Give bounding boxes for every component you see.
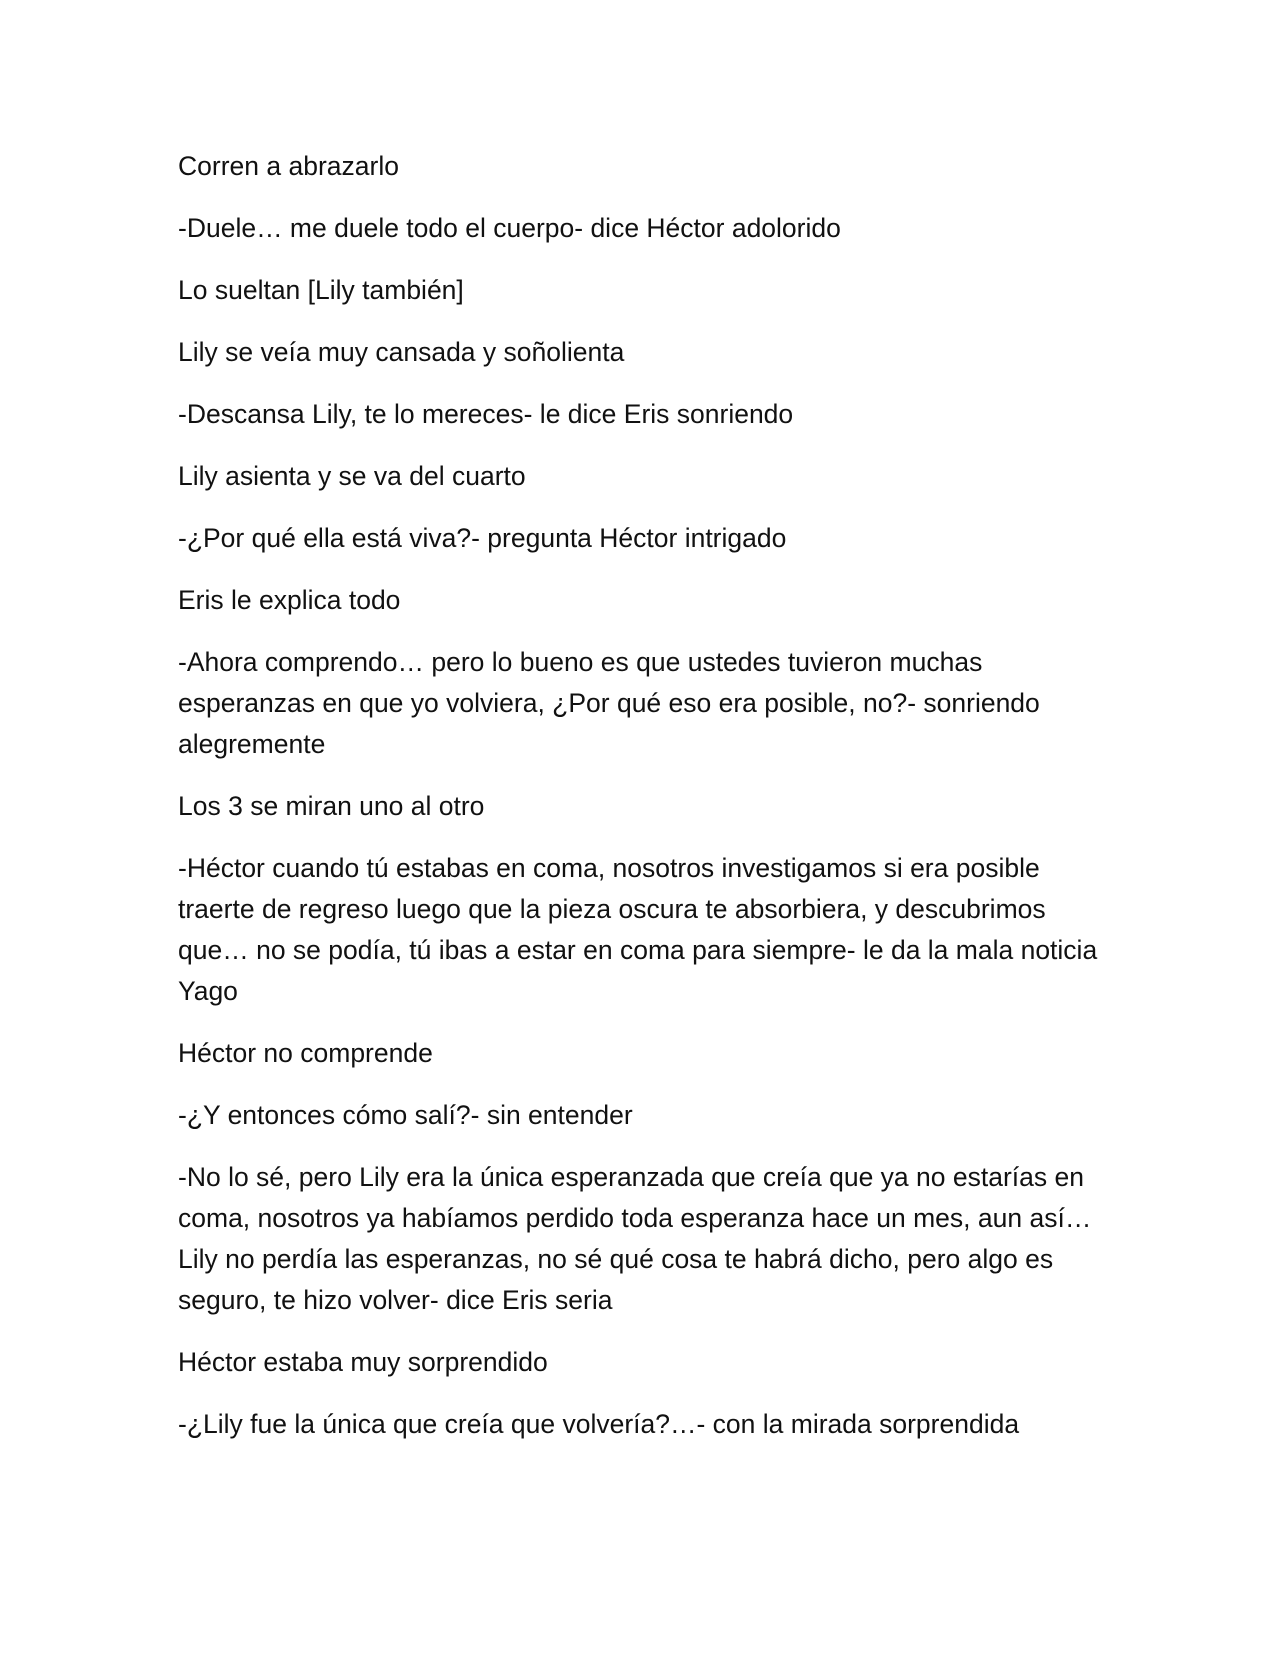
paragraph: Corren a abrazarlo bbox=[178, 151, 399, 181]
paragraph: -¿Y entonces cómo salí?- sin entender bbox=[178, 1100, 633, 1130]
paragraph: Héctor no comprende bbox=[178, 1038, 433, 1068]
paragraph: Lo sueltan [Lily también] bbox=[178, 275, 464, 305]
paragraph: -¿Por qué ella está viva?- pregunta Héctor intrigado bbox=[178, 523, 787, 553]
paragraph: Héctor estaba muy sorprendido bbox=[178, 1347, 548, 1377]
paragraph: -No lo sé, pero Lily era la única esperanzada que creía que ya no estarías en coma, nosotros ya habíamos perdido toda esperanza hace un mes, aun así… Lily no perdía las esperanzas, no sé qué cosa te habrá dicho, pero algo es seguro, te hizo volver- dice Eris seria bbox=[178, 1162, 1092, 1315]
paragraph: -Héctor cuando tú estabas en coma, nosotros investigamos si era posible traerte de regreso luego que la pieza oscura te absorbiera, y descubrimos que… no se podía, tú ibas a estar en coma para siempre- le da la mala noticia Yago bbox=[178, 853, 1098, 1006]
paragraph: Los 3 se miran uno al otro bbox=[178, 791, 485, 821]
paragraph: -Duele… me duele todo el cuerpo- dice Héctor adolorido bbox=[178, 213, 841, 243]
paragraph: -¿Lily fue la única que creía que volvería?…- con la mirada sorprendida bbox=[178, 1409, 1020, 1439]
document-body bbox=[178, 146, 1108, 1466]
paragraph: Lily asienta y se va del cuarto bbox=[178, 461, 526, 491]
paragraph: -Descansa Lily, te lo mereces- le dice Eris sonriendo bbox=[178, 399, 794, 429]
paragraph: Lily se veía muy cansada y soñolienta bbox=[178, 337, 625, 367]
paragraph: -Ahora comprendo… pero lo bueno es que ustedes tuvieron muchas esperanzas en que yo volviera, ¿Por qué eso era posible, no?- sonriendo alegremente bbox=[178, 647, 1040, 759]
paragraph: Eris le explica todo bbox=[178, 585, 401, 615]
